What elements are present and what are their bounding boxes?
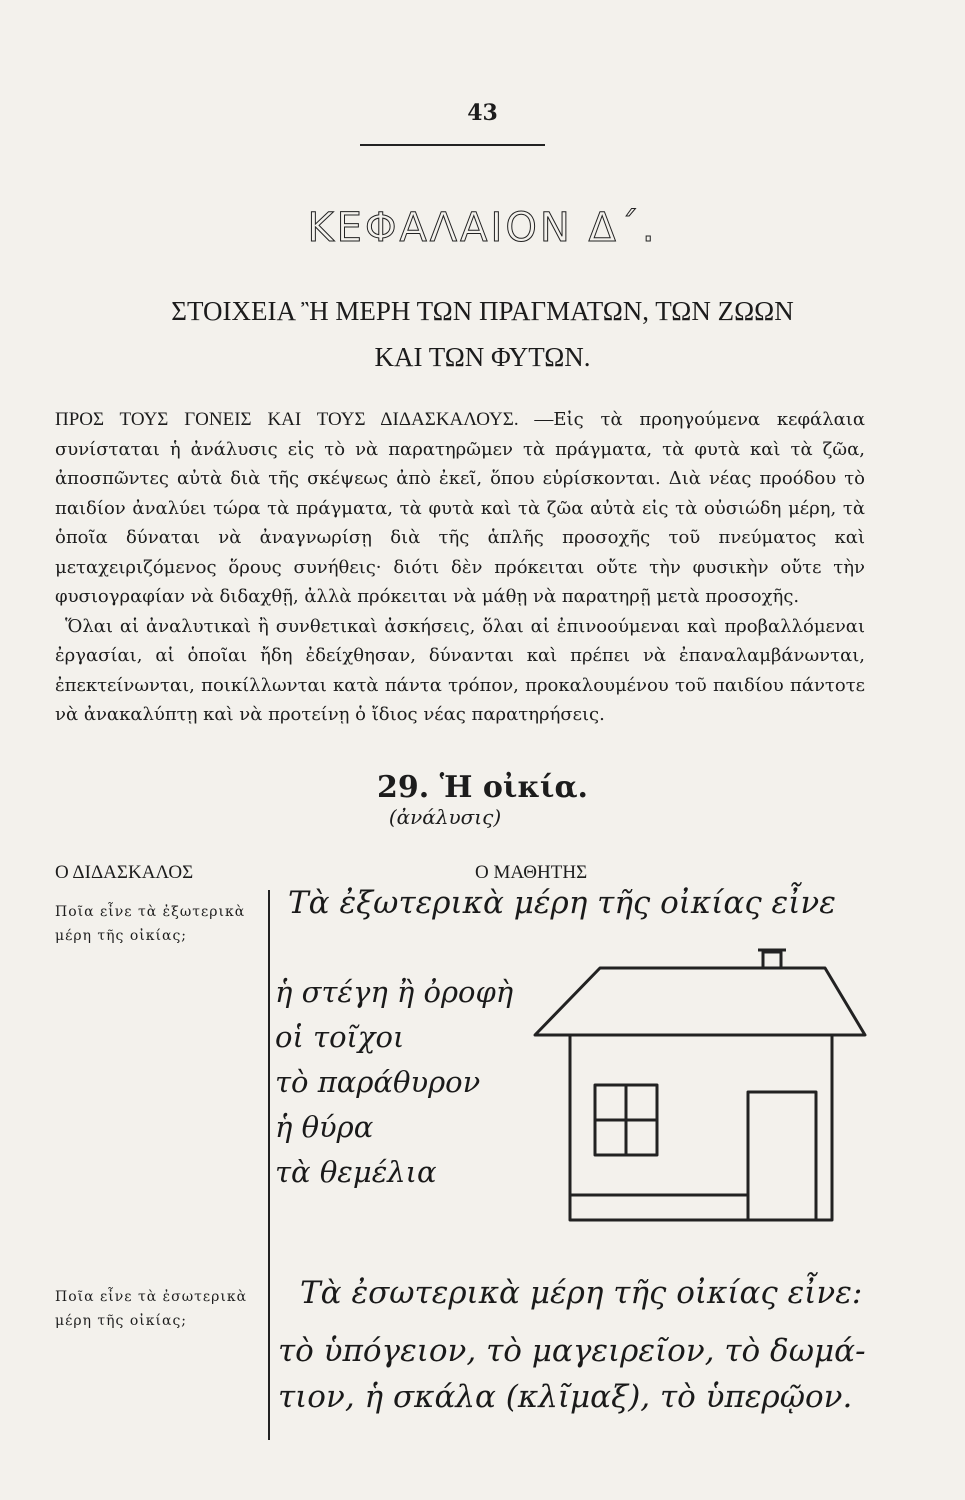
exterior-part: ἡ στέγη ἢ ὀροφὴ — [275, 975, 514, 1009]
teacher-question-2: Ποῖα εἶνε τὰ ἐσωτερικὰ μέρη τῆς οἰκίας; — [55, 1289, 248, 1329]
student-column-heading: Ο ΜΑΘΗΤΗΣ — [475, 862, 588, 883]
subtitle-line-1: ΣΤΟΙΧΕΙΑ Ἢ ΜΕΡΗ ΤΩΝ ΠΡΑΓΜΑΤΩΝ, ΤΩΝ ΖΩΩΝ — [171, 296, 794, 326]
interior-answer-body — [278, 1328, 878, 1420]
intro-paragraph-1-body: Εἰς τὰ προηγούμενα κεφάλαια συνίσταται ἡ ἀνάλυσις εἰς τὸ νὰ παρατηρῶμεν τὰ πράγματα, τὰ φυτὰ καὶ τὰ ζῶα, ἀποσπῶντες αὐτὰ διὰ τῆς σκέψεως ἀπὸ ἐκεῖ, ὅπου εὑρίσκονται. Διὰ νέας προόδου τὸ παιδίον ἀναλύει τώρα τὰ πράγματα, τὰ φυτὰ καὶ τὰ ζῶα αὐτὰ εἰς τὰ οὐσιώδη μέρη, τὰ ὁποῖα δύναται νὰ ἀναγνωρίσῃ διὰ τῆς ἁπλῆς προσοχῆς τοῦ πνεύματος καὶ μεταχειριζόμενος ὅρους συνήθεις· διότι δὲν πρόκειται οὔτε τὴν φυσικὴν οὔτε τὴν φυσιογραφίαν νὰ διδαχθῇ, ἀλλὰ πρόκειται νὰ μάθῃ νὰ παρατηρῇ μετὰ προσοχῆς. — [55, 409, 865, 607]
exterior-part: τὸ παράθυρον — [275, 1065, 481, 1099]
exterior-part: ἡ θύρα — [275, 1110, 374, 1144]
intro-lead: ΠΡΟΣ ΤΟΥΣ ΓΟΝΕΙΣ ΚΑΙ ΤΟΥΣ ΔΙΔΑΣΚΑΛΟΥΣ. — — [55, 409, 554, 430]
column-divider — [268, 890, 270, 1440]
teacher-question-1: Ποῖα εἶνε τὰ ἐξωτερικὰ μέρη τῆς οἰκίας; — [55, 904, 246, 944]
house-drawing — [520, 940, 880, 1235]
intro-text — [55, 405, 865, 730]
lesson-title: 29. Ἡ οἰκία. — [377, 770, 588, 805]
header-rule — [360, 144, 545, 146]
interior-line-1: τὸ ὑπόγειον, τὸ μαγειρεῖον, τὸ δωμά- — [278, 1333, 866, 1369]
chapter-title: ΚΕΦΑΛΑΙΟΝ Δ΄. — [307, 205, 658, 251]
exterior-part: οἱ τοῖχοι — [275, 1020, 405, 1054]
teacher-column-heading: Ο ΔΙΔΑΣΚΑΛΟΣ — [55, 862, 194, 883]
interior-answer-heading: Τὰ ἐσωτερικὰ μέρη τῆς οἰκίας εἶνε: — [300, 1275, 863, 1311]
exterior-answer-heading: Τὰ ἐξωτερικὰ μέρη τῆς οἰκίας εἶνε — [288, 885, 836, 921]
interior-line-2: τιον, ἡ σκάλα (κλῖμαξ), τὸ ὑπερῷον. — [278, 1379, 853, 1415]
subtitle-line-2: ΚΑΙ ΤΩΝ ΦΥΤΩΝ. — [374, 342, 591, 372]
walls-drawing — [570, 1035, 832, 1220]
page-number: 43 — [467, 100, 498, 126]
lesson-subtitle: (ἀνάλυσις) — [388, 805, 502, 829]
intro-paragraph-1 — [55, 405, 865, 612]
chimney-drawing — [763, 952, 781, 968]
chapter-subtitle — [60, 288, 905, 380]
exterior-part: τὰ θεμέλια — [275, 1155, 437, 1189]
intro-paragraph-2: Ὅλαι αἱ ἀναλυτικαὶ ἢ συνθετικαὶ ἀσκήσεις, ὅλαι αἱ ἐπινοούμεναι καὶ προβαλλόμεναι ἐργασίαι, αἱ ὁποῖαι ἤδη ἐδείχθησαν, δύνανται καὶ πρέπει νὰ ἐπαναλαμβάνωνται, ἐπεκτείνωνται, ποικίλλωνται κατὰ πάντα τρόπον, προκαλουμένου τοῦ παιδίου πάντοτε νὰ ἀνακαλύπτῃ καὶ νὰ προτείνῃ ὁ ἴδιος νέας παρατηρήσεις. — [55, 615, 865, 725]
exterior-parts-list — [275, 970, 513, 1195]
roof-drawing — [535, 968, 865, 1035]
